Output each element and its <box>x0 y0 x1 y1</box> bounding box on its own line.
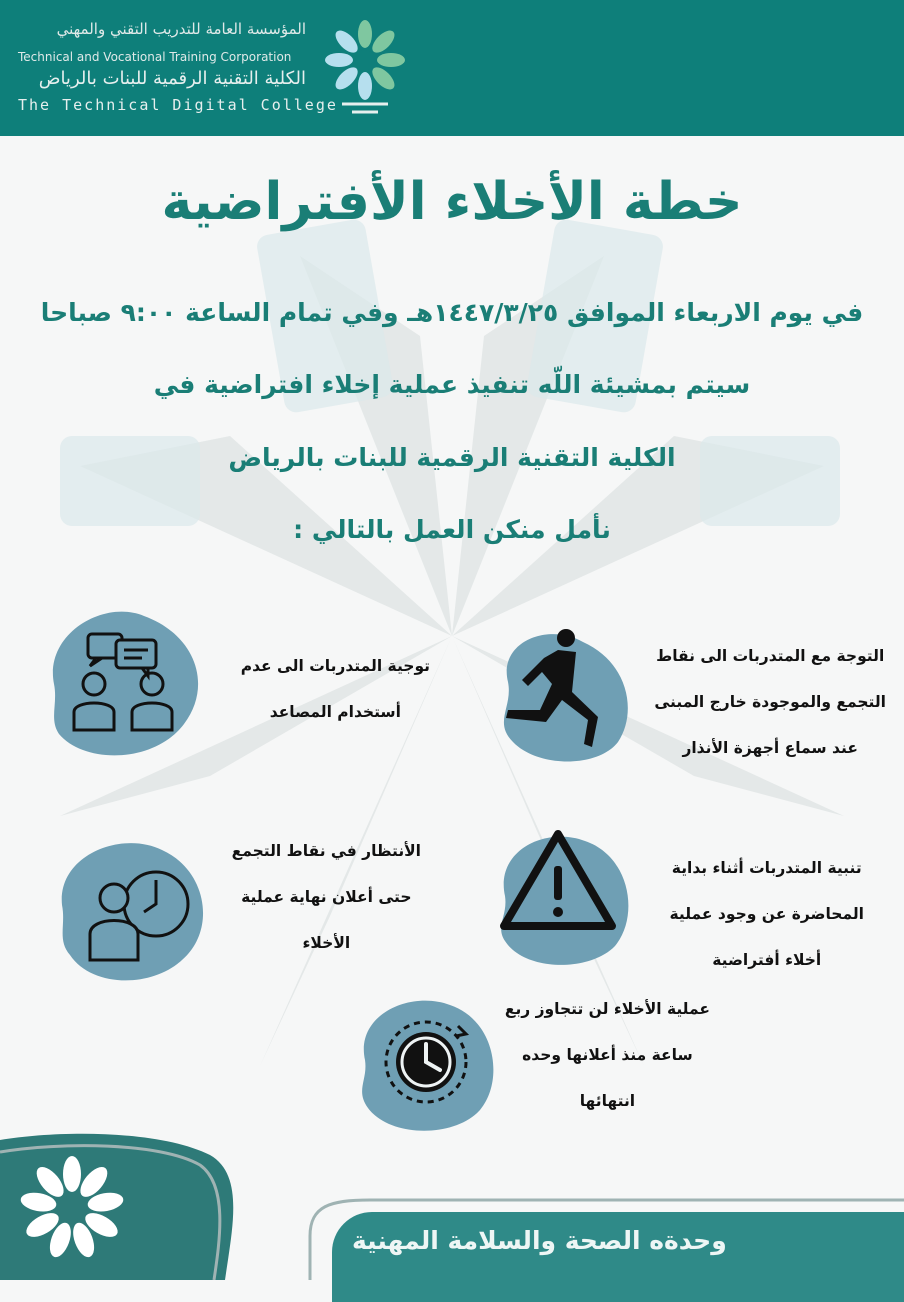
organization-name-arabic: المؤسسة العامة للتدريب التقني والمهني <box>56 20 306 38</box>
item-5-line-2: ساعة منذ أعلانها وحده <box>522 1046 693 1064</box>
item-1-line-1: التوجة مع المتدربات الى نقاط <box>656 647 885 665</box>
item-3-text <box>669 845 864 983</box>
item-5-line-3: انتهائها <box>579 1092 636 1110</box>
item-4-text <box>232 828 421 966</box>
item-4-line-3: الأخلاء <box>302 934 351 952</box>
item-3-line-1: تنبية المتدربات أثناء بداية <box>671 859 862 877</box>
page-title: خطة الأخلاء الأفتراضية <box>161 172 743 232</box>
item-4-line-2: حتى أعلان نهاية عملية <box>241 888 412 906</box>
conversation-icon <box>44 604 210 764</box>
tvtc-logo-icon <box>322 12 408 122</box>
organization-name-english: Technical and Vocational Training Corporation <box>18 50 292 64</box>
corner-star-decoration <box>0 1130 260 1280</box>
warning-icon <box>490 826 638 972</box>
item-2-line-2: أستخدام المصاعد <box>269 703 401 721</box>
item-5-text <box>505 986 710 1124</box>
timer-icon <box>350 990 502 1138</box>
intro-line-3: الكلية التقنية الرقمية للبنات بالرياض <box>228 443 676 472</box>
item-2-line-1: توجية المتدربات الى عدم <box>240 657 430 675</box>
header-bar <box>0 0 904 136</box>
item-1-line-2: التجمع والموجودة خارج المبنى <box>654 693 886 711</box>
college-name-arabic: الكلية التقنية الرقمية للبنات بالرياض <box>38 68 306 89</box>
item-5-line-1: عملية الأخلاء لن تتجاوز ربع <box>504 1000 710 1018</box>
item-3-line-3: أخلاء أفتراضية <box>712 951 822 969</box>
running-person-icon <box>488 622 640 768</box>
item-3-line-2: المحاضرة عن وجود عملية <box>669 905 864 923</box>
intro-line-1: في يوم الاربعاء الموافق ١٤٤٧/٣/٢٥هـ وفي تمام الساعة ٩:٠٠ صباحا <box>40 298 864 327</box>
intro-line-4: نأمل منكن العمل بالتالي : <box>293 515 611 544</box>
college-name-english: The Technical Digital College <box>18 96 338 114</box>
item-1-text <box>654 633 886 771</box>
footer-unit-name: وحدةه الصحة والسلامة المهنية <box>352 1226 727 1255</box>
intro-line-2: سيتم بمشيئة اللّه تنفيذ عملية إخلاء افتراضية في <box>153 370 751 399</box>
item-4-line-1: الأنتظار في نقاط التجمع <box>231 842 421 860</box>
item-2-text <box>241 643 430 735</box>
item-1-line-3: عند سماع أجهزة الأنذار <box>682 739 858 757</box>
waiting-clock-icon <box>52 830 212 988</box>
